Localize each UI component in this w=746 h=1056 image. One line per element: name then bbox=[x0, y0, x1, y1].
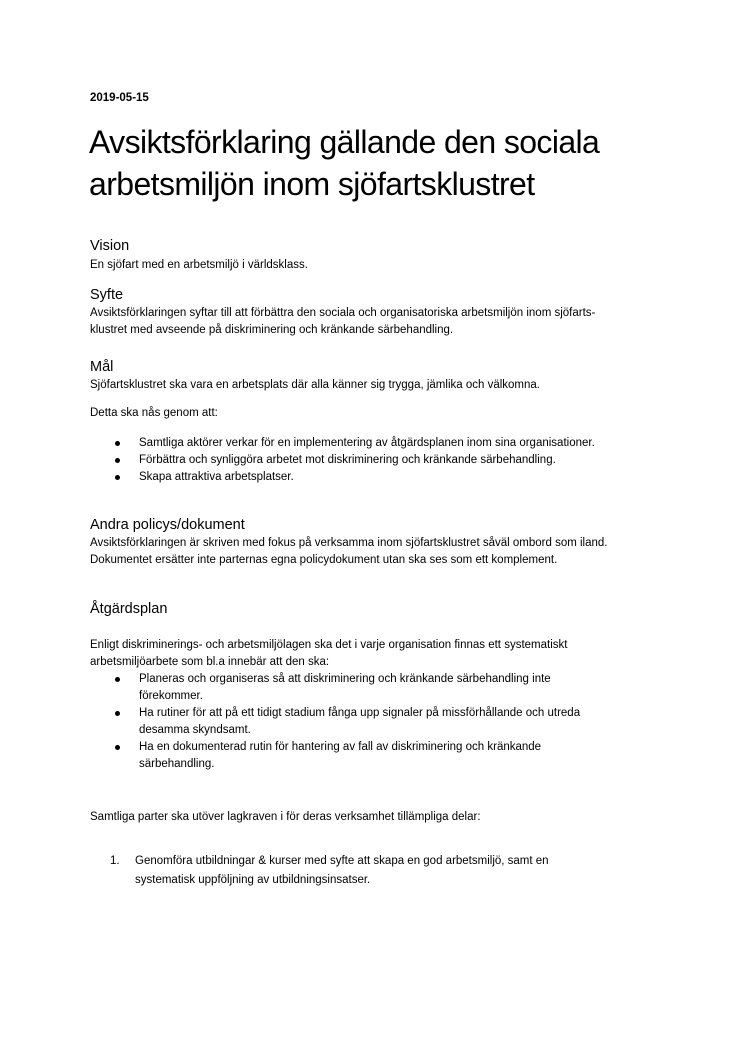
mal-text: Sjöfartsklustret ska vara en arbetsplats där alla känner sig trygga, jämlika och välkomna. bbox=[90, 379, 540, 391]
policys-line-2: Dokumentet ersätter inte parternas egna policydokument utan ska ses som ett komplement. bbox=[90, 554, 558, 566]
atgardsplan-bullet-list bbox=[90, 671, 670, 773]
vision-text: En sjöfart med en arbetsmiljö i världsklass. bbox=[90, 259, 308, 271]
bullet-icon bbox=[115, 711, 120, 716]
syfte-heading: Syfte bbox=[90, 287, 124, 303]
mal-intro: Detta ska nås genom att: bbox=[90, 407, 218, 419]
list-item-text: Samtliga aktörer verkar för en implementering av åtgärdsplanen inom sina organisationer. bbox=[139, 437, 595, 449]
list-item bbox=[90, 705, 670, 739]
syfte-line-2: klustret med avseende på diskriminering och kränkande särbehandling. bbox=[90, 324, 454, 336]
mal-heading: Mål bbox=[90, 359, 114, 375]
syfte-text bbox=[90, 305, 670, 339]
atgardsplan-intro-line-2: arbetsmiljöarbete som bl.a innebär att den ska: bbox=[90, 656, 330, 668]
list-item-text: Skapa attraktiva arbetsplatser. bbox=[139, 471, 294, 483]
list-item bbox=[90, 452, 670, 469]
list-item-line-1: Ha en dokumenterad rutin för hantering av fall av diskriminering och kränkande bbox=[139, 741, 542, 753]
list-item-line-1: Ha rutiner för att på ett tidigt stadium fånga upp signaler på missförhållande och utreda bbox=[139, 707, 581, 719]
list-item-line-2: särbehandling. bbox=[139, 758, 215, 770]
policys-line-1: Avsiktsförklaringen är skriven med fokus på verksamma inom sjöfartsklustret såväl ombord som iland. bbox=[90, 537, 608, 549]
vision-heading: Vision bbox=[90, 238, 130, 254]
document-title bbox=[89, 121, 709, 205]
list-item-line-1: Planeras och organiseras så att diskriminering och kränkande särbehandling inte bbox=[139, 673, 551, 685]
list-item bbox=[90, 739, 670, 773]
syfte-line-1: Avsiktsförklaringen syftar till att förbättra den sociala och organisatoriska arbetsmiljön inom sjöfarts- bbox=[90, 307, 596, 319]
policys-heading: Andra policys/dokument bbox=[90, 517, 245, 533]
atgardsplan-numbered-list bbox=[90, 852, 650, 890]
bullet-icon bbox=[115, 441, 120, 446]
list-item bbox=[90, 469, 670, 486]
bullet-icon bbox=[115, 475, 120, 480]
parties-text: Samtliga parter ska utöver lagkraven i för deras verksamhet tillämpliga delar: bbox=[90, 811, 481, 823]
bullet-icon bbox=[115, 458, 120, 463]
list-item-line-2: desamma skyndsamt. bbox=[139, 724, 251, 736]
list-item-line-2: förekommer. bbox=[139, 690, 203, 702]
numbered-item-line-2: systematisk uppföljning av utbildningsinsatser. bbox=[135, 874, 371, 886]
list-item bbox=[90, 671, 670, 705]
numbered-item-line-1: Genomföra utbildningar & kurser med syfte att skapa en god arbetsmiljö, samt en bbox=[135, 855, 549, 867]
list-number: 1. bbox=[110, 855, 120, 867]
numbered-list-item bbox=[90, 852, 650, 890]
bullet-icon bbox=[115, 745, 120, 750]
title-line-2: arbetsmiljön inom sjöfartsklustret bbox=[89, 166, 535, 202]
title-line-1: Avsiktsförklaring gällande den sociala bbox=[89, 124, 600, 160]
list-item-text: Förbättra och synliggöra arbetet mot diskriminering och kränkande särbehandling. bbox=[139, 454, 556, 466]
bullet-icon bbox=[115, 677, 120, 682]
list-item bbox=[90, 435, 670, 452]
mal-bullet-list bbox=[90, 435, 670, 486]
atgardsplan-intro-line-1: Enligt diskriminerings- och arbetsmiljölagen ska det i varje organisation finnas ett systematiskt bbox=[90, 639, 568, 651]
atgardsplan-heading: Åtgärdsplan bbox=[90, 601, 168, 617]
policys-text bbox=[90, 535, 670, 569]
atgardsplan-intro bbox=[90, 637, 670, 671]
document-date: 2019-05-15 bbox=[90, 92, 149, 104]
